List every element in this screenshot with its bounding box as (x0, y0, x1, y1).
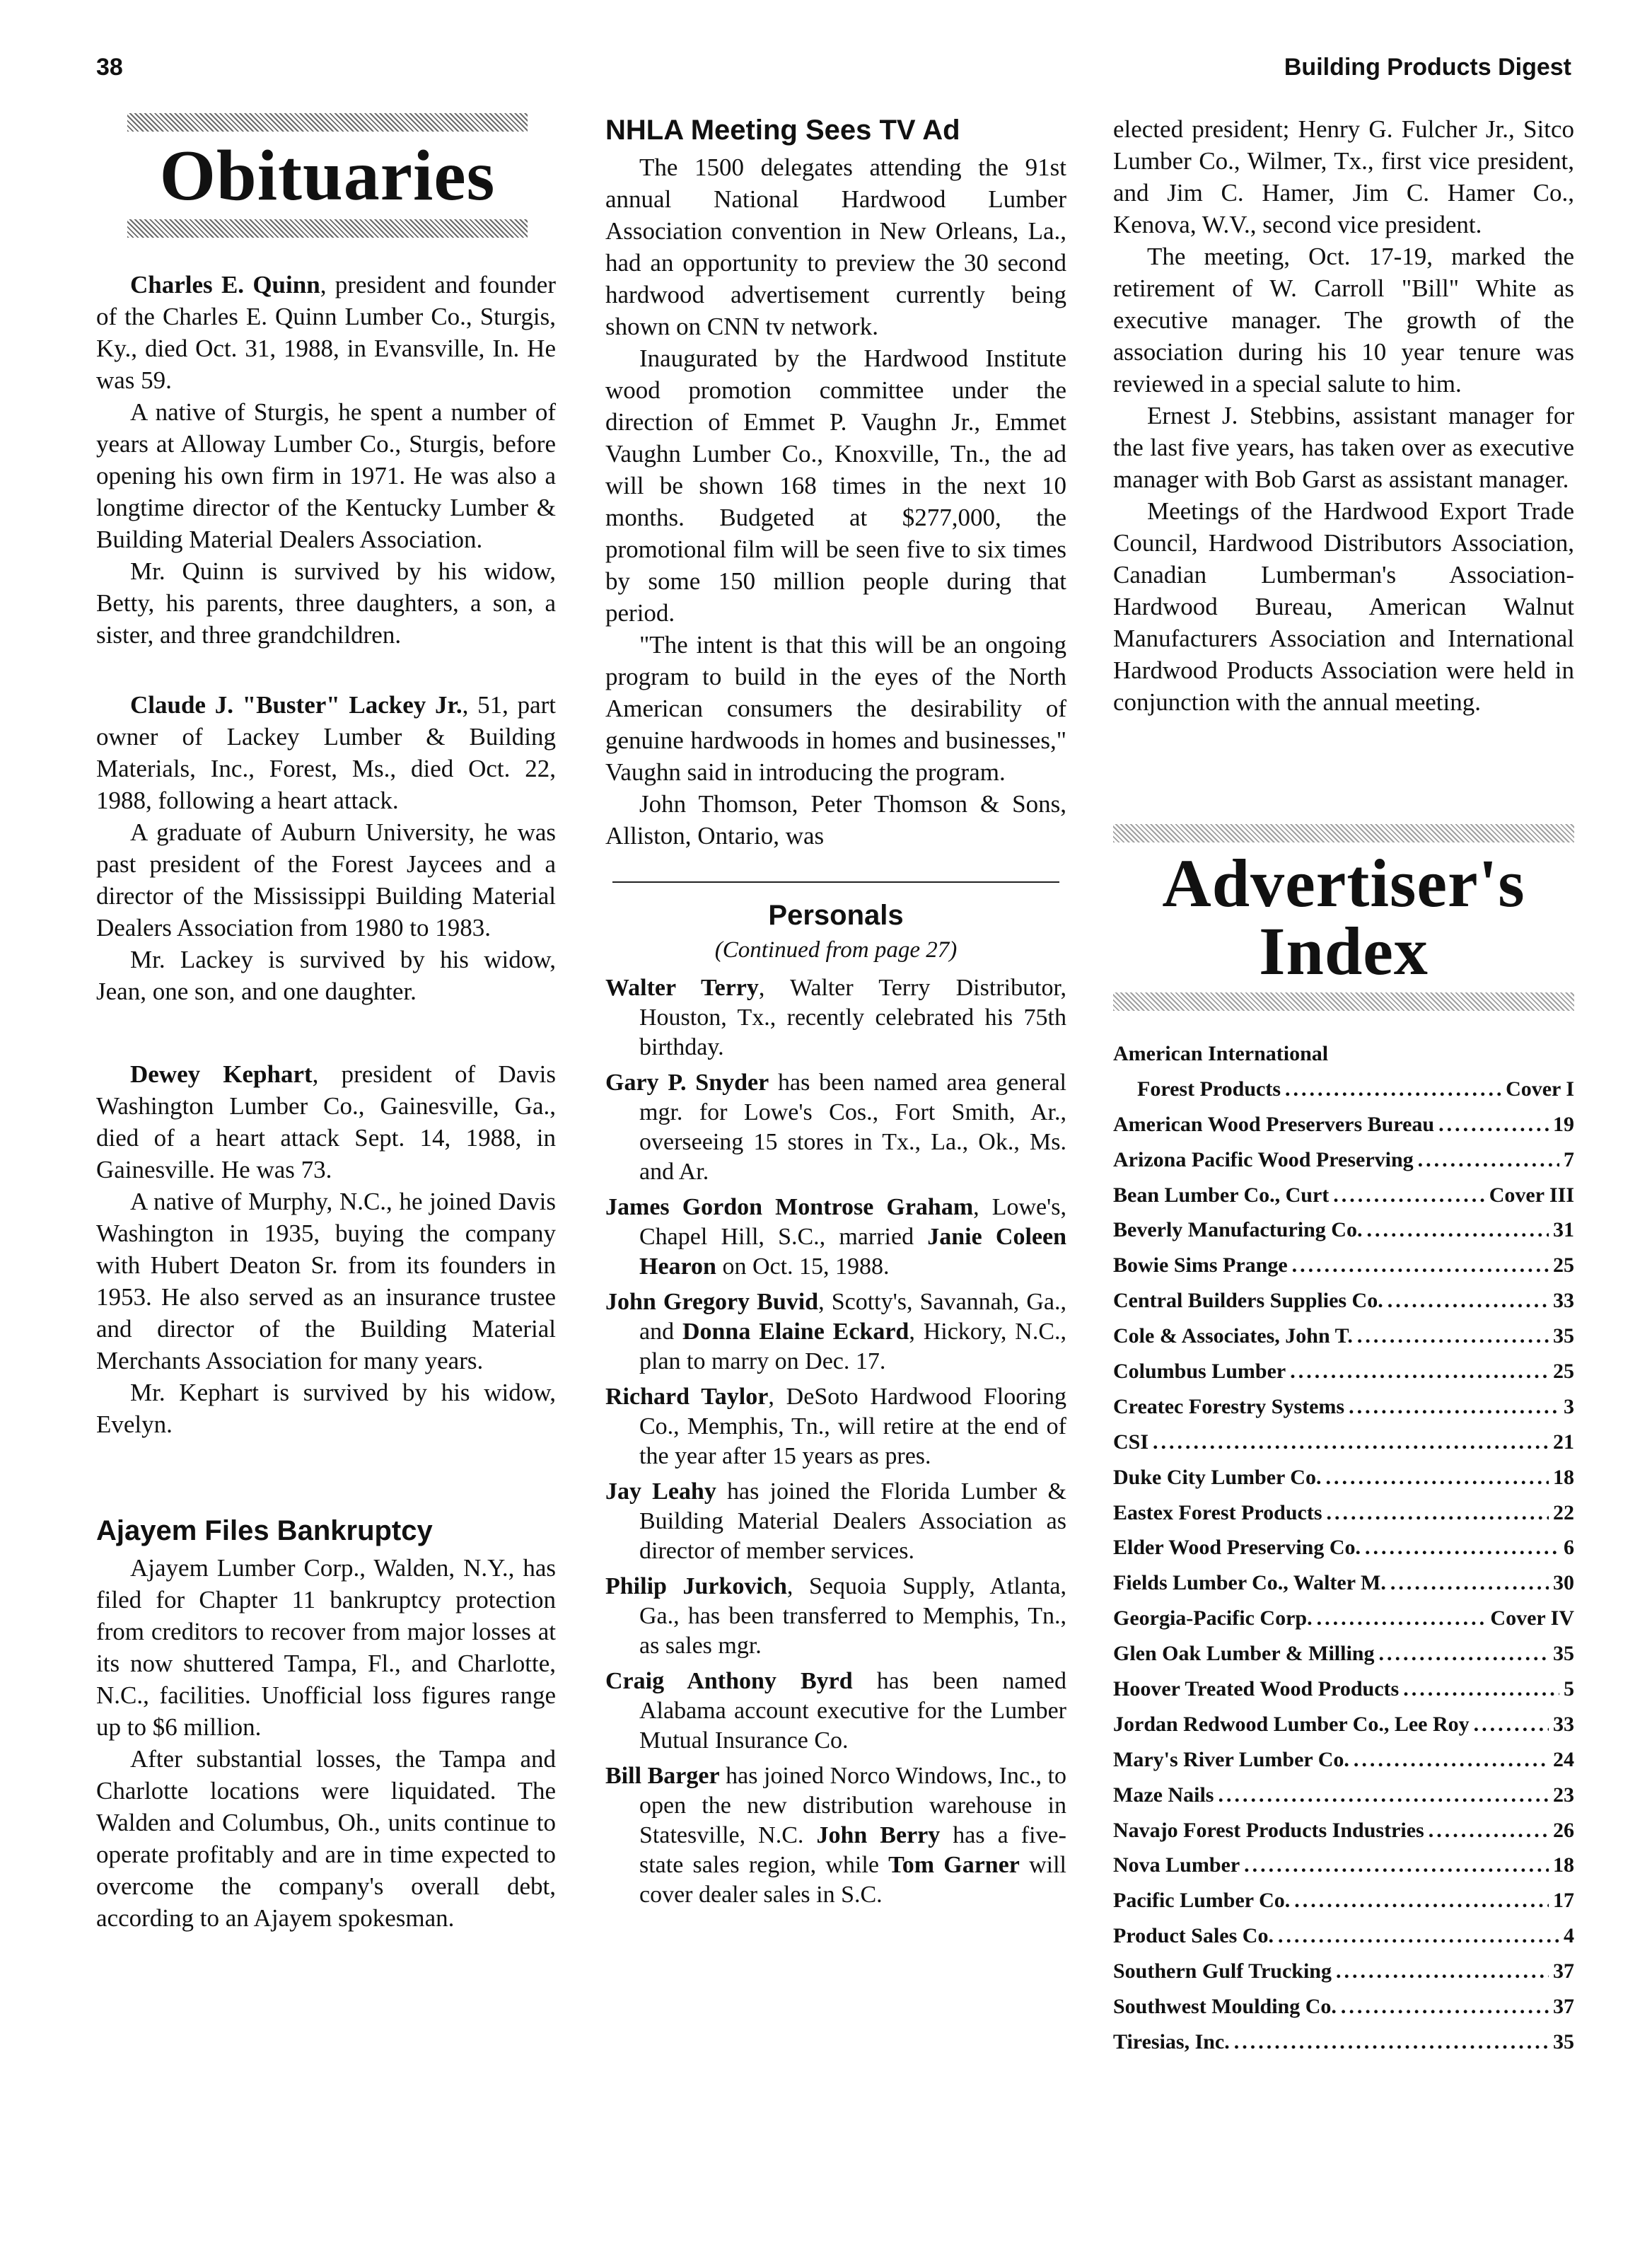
obituary-name: Charles E. Quinn (130, 271, 320, 299)
personal-item: Philip Jurkovich, Sequoia Supply, Atlanta, Ga., has been transferred to Memphis, Tn., as sales mgr. (605, 1573, 1067, 1659)
advertiser-row: Duke City Lumber Co. ..... 18 (1113, 1466, 1574, 1501)
advertiser-row: American International (1113, 1042, 1329, 1065)
nhla-paragraph: The 1500 delegates attending the 91st annual National Hardwood Lumber Association convention in New Orleans, La., had an opportunity to preview the 30 second hardwood advertisement currently being shown on CNN tv network. (605, 153, 1066, 340)
obituary-lead: , president and founder of the Charles E. Quinn Lumber Co., Sturgis, Ky., died Oct. 31, 1988, in Evansville, In. He was 59. (96, 271, 556, 394)
advertiser-row: Columbus Lumber ..... 25 (1113, 1360, 1574, 1395)
advertiser-row: Nova Lumber ..... 18 (1113, 1853, 1574, 1889)
nhla-continuation (1113, 113, 1574, 718)
personal-item: Bill Barger has joined Norco Windows, Inc., to open the new distribution warehouse in Statesville, N.C. John Berry has a five-state sales region, while Tom Garner will cover dealer sales in S.C. (605, 1763, 1066, 1908)
nhla-paragraph: Inaugurated by the Hardwood Institute wood promotion committee under the direction of Emmet P. Vaughn Jr., Emmet Vaughn Lumber Co., Knoxville, Tn., the ad will be shown 168 times in the next 10 months. Budgeted at $277,000, the promotional film will be seen five to six times by some 150 million people during that period. (605, 344, 1066, 627)
title-hatch-top (127, 113, 528, 132)
advertiser-row: Hoover Treated Wood Products ..... 5 (1113, 1677, 1574, 1713)
advertiser-row: Navajo Forest Products Industries ..... 26 (1113, 1819, 1574, 1854)
advertisers-index (1113, 824, 1574, 2066)
obituary-paragraph: Mr. Quinn is survived by his widow, Betty, his parents, three daughters, a son, a sister, and three grandchildren. (96, 557, 556, 649)
obituaries-title: Obituaries (159, 136, 496, 216)
advertiser-row: Cole & Associates, John T. ..... 35 (1113, 1324, 1574, 1360)
personals-title: Personals (768, 900, 904, 931)
column-left (96, 113, 556, 1934)
obituary-name: Dewey Kephart (130, 1060, 313, 1088)
nhla-paragraph: elected president; Henry G. Fulcher Jr., Sitco Lumber Co., Wilmer, Tx., first vice president, and Jim C. Hamer, Jim C. Hamer Co., Kenova, W.V., second vice president. (1113, 115, 1574, 238)
advertiser-row: Bean Lumber Co., Curt ..... Cover III (1113, 1183, 1574, 1219)
personal-item: Walter Terry, Walter Terry Distributor, Houston, Tx., recently celebrated his 75th birthday. (605, 975, 1066, 1060)
nhla-paragraph: "The intent is that this will be an ongoing program to build in the eyes of the North American consumers the desirability of genuine hardwoods in homes and businesses," Vaughn said in introducing the program. (605, 631, 1066, 786)
advertiser-row: Fields Lumber Co., Walter M. ..... 30 (1113, 1571, 1574, 1606)
advertiser-row: Beverly Manufacturing Co. ..... 31 (1113, 1218, 1574, 1253)
obituary-lackey (96, 689, 556, 1007)
advertiser-list (1113, 1042, 1574, 2066)
advertiser-row: Maze Nails ..... 23 (1113, 1783, 1574, 1819)
title-hatch-bottom (1113, 992, 1574, 1011)
advertiser-row: CSI ..... 21 (1113, 1430, 1574, 1466)
obituary-paragraph: Mr. Lackey is survived by his widow, Jean, one son, and one daughter. (96, 946, 556, 1005)
advertiser-row: Jordan Redwood Lumber Co., Lee Roy ..... 33 (1113, 1713, 1574, 1748)
advertiser-row: Pacific Lumber Co. ..... 17 (1113, 1889, 1574, 1924)
nhla-paragraph: John Thomson, Peter Thomson & Sons, Alliston, Ontario, was (605, 790, 1066, 850)
advertiser-row: Elder Wood Preserving Co. ..... 6 (1113, 1536, 1574, 1571)
nhla-paragraph: The meeting, Oct. 17-19, marked the retirement of W. Carroll "Bill" White as executive manager. The growth of the association during his 10 year tenure was reviewed in a special salute to him. (1113, 243, 1574, 398)
obituary-paragraph: A graduate of Auburn University, he was past president of the Forest Jaycees and a director of the Mississippi Building Material Dealers Association from 1980 to 1983. (96, 818, 556, 942)
advertiser-row: Eastex Forest Products ..... 22 (1113, 1501, 1574, 1536)
advertiser-row: Tiresias, Inc. ..... 35 (1113, 2030, 1574, 2066)
title-hatch-bottom (127, 219, 528, 238)
advertiser-row: Southwest Moulding Co. ..... 37 (1113, 1995, 1574, 2030)
personal-item: Craig Anthony Byrd has been named Alabama account executive for the Lumber Mutual Insurance Co. (605, 1668, 1066, 1754)
personal-item: Jay Leahy has joined the Florida Lumber & Building Material Dealers Association as director of member services. (605, 1478, 1066, 1564)
page-number: 38 (96, 54, 123, 81)
obituary-lead: , president of Davis Washington Lumber Co., Gainesville, Ga., died of a heart attack Sept. 14, 1988, in Gainesville. He was 73. (96, 1060, 556, 1183)
advertiser-row: Central Builders Supplies Co. ..... 33 (1113, 1289, 1574, 1324)
advertiser-row: Forest Products ..... Cover I (1113, 1077, 1574, 1113)
obituary-paragraph: A native of Sturgis, he spent a number of years at Alloway Lumber Co., Sturgis, before opening his own firm in 1971. He was also a longtime director of the Kentucky Lumber & Building Material Dealers Association. (96, 398, 556, 553)
continued-note: (Continued from page 27) (714, 937, 958, 963)
nhla-article (605, 113, 1066, 852)
advertiser-row: Southern Gulf Trucking ..... 37 (1113, 1959, 1574, 1995)
ajayem-article (96, 1514, 556, 1934)
personal-item: John Gregory Buvid, Scotty's, Savannah, Ga., and Donna Elaine Eckard, Hickory, N.C., plan to marry on Dec. 17. (605, 1289, 1067, 1374)
advertisers-title: Advertiser's Index (1162, 845, 1525, 989)
personal-item: Gary P. Snyder has been named area general mgr. for Lowe's Cos., Fort Smith, Ar., overseeing 15 stores in Tx., La., Ok., Ms. and Ar. (605, 1070, 1066, 1185)
obituary-paragraph: A native of Murphy, N.C., he joined Davis Washington in 1935, buying the company with Hubert Deaton Sr. from its founders in 1953. He also served as an insurance trustee and director of the Building Material Merchants Association for many years. (96, 1188, 556, 1374)
advertiser-row: Glen Oak Lumber & Milling ..... 35 (1113, 1642, 1574, 1677)
running-head (0, 48, 1652, 83)
title-hatch-top (1113, 824, 1574, 842)
ajayem-headline: Ajayem Files Bankruptcy (96, 1515, 433, 1546)
advertiser-row: Createc Forestry Systems ..... 3 (1113, 1395, 1574, 1430)
section-divider (612, 881, 1059, 883)
advertiser-row: Product Sales Co. ..... 4 (1113, 1924, 1574, 1959)
ajayem-paragraph: After substantial losses, the Tampa and Charlotte locations were liquidated. The Walden and Columbus, Oh., units continue to operate profitably and are in time expected to overcome the company's overall debt, according to an Ajayem spokesman. (96, 1745, 556, 1932)
publication-name: Building Products Digest (1284, 54, 1571, 81)
obituary-paragraph: Mr. Kephart is survived by his widow, Evelyn. (96, 1379, 556, 1438)
nhla-headline: NHLA Meeting Sees TV Ad (605, 115, 960, 146)
advertiser-row: American Wood Preservers Bureau ..... 19 (1113, 1113, 1574, 1148)
obituary-quinn (96, 269, 556, 651)
advertiser-row: Arizona Pacific Wood Preserving ..... 7 (1113, 1148, 1574, 1183)
advertiser-row: Bowie Sims Prange ..... 25 (1113, 1253, 1574, 1289)
personal-item: Richard Taylor, DeSoto Hardwood Flooring Co., Memphis, Tn., will retire at the end of the year after 15 years as pres. (605, 1384, 1066, 1469)
obituary-lead: , 51, part owner of Lackey Lumber & Building Materials, Inc., Forest, Ms., died Oct. 22, 1988, following a heart attack. (96, 691, 557, 814)
personal-item: James Gordon Montrose Graham, Lowe's, Chapel Hill, S.C., married Janie Coleen Hearon on Oct. 15, 1988. (605, 1194, 1066, 1280)
advertiser-row: Georgia-Pacific Corp. ..... Cover IV (1113, 1606, 1574, 1642)
column-middle (605, 113, 1066, 1916)
obituary-kephart (96, 1058, 556, 1440)
nhla-paragraph: Ernest J. Stebbins, assistant manager for the last five years, has taken over as executive manager with Bob Garst as assistant manager. (1113, 402, 1574, 493)
advertiser-row: Mary's River Lumber Co. ..... 24 (1113, 1748, 1574, 1783)
personals-section (605, 900, 1066, 1910)
nhla-paragraph: Meetings of the Hardwood Export Trade Council, Hardwood Distributors Association, Canadian Lumberman's Association-Hardwood Bureau, American Walnut Manufacturers Association and International Hardwood Products Association were held in conjunction with the annual meeting. (1113, 497, 1574, 716)
column-right (1113, 113, 1574, 2066)
ajayem-paragraph: Ajayem Lumber Corp., Walden, N.Y., has filed for Chapter 11 bankruptcy protection from creditors to recover from major losses at its now shuttered Tampa, Fl., and Charlotte, N.C., facilities. Unofficial loss figures range up to $6 million. (96, 1554, 556, 1741)
obituary-name: Claude J. "Buster" Lackey Jr. (130, 691, 463, 719)
